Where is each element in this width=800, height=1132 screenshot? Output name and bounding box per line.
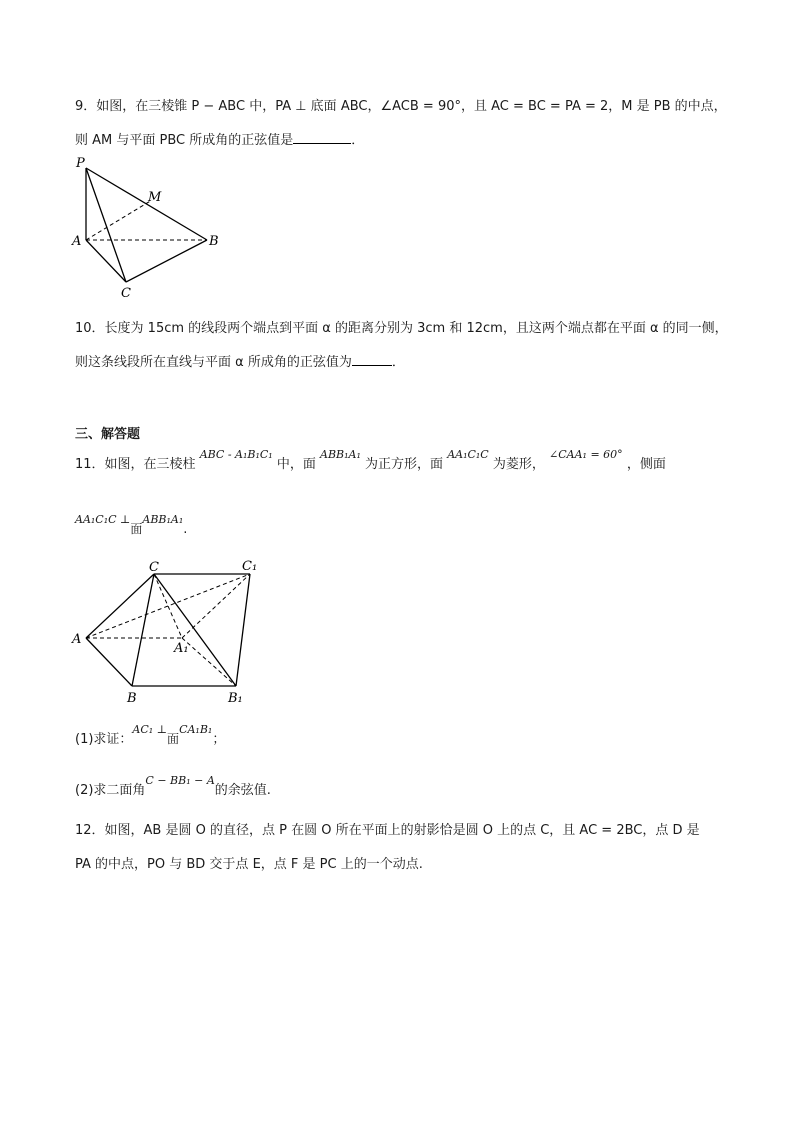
q9-line2 [75, 132, 364, 150]
q11-label-A: A [72, 632, 82, 647]
q11-label-B: B [127, 691, 137, 706]
q11-intro-c: 为正方形，面 [365, 457, 444, 472]
q11-line2-face2: ABB₁A₁ [142, 513, 184, 526]
q9-label-B: B [209, 234, 219, 249]
q10-line2-end: ． [391, 355, 405, 370]
q11-line2-end: . [183, 522, 188, 537]
q9-label-C: C [121, 286, 131, 301]
q10-line2 [75, 354, 405, 372]
q9-label-P: P [76, 156, 85, 171]
q11-part1-expr2: CA₁B₁ [179, 723, 213, 736]
q11-part1-end: ； [212, 732, 226, 747]
q11-part2-end: 的余弦值. [214, 783, 271, 798]
q10-line1: 10．长度为 15cm 的线段两个端点到平面 α 的距离分别为 3cm 和 12cm，且这两个端点都在平面 α 的同一侧， [75, 321, 728, 336]
q11-part1-expr: AC₁ ⊥ [132, 723, 168, 736]
section-title: 三、解答题 [75, 427, 141, 442]
q12-line2: PA 的中点，PO 与 BD 交于点 E，点 F 是 PC 上的一个动点. [75, 857, 423, 872]
q11-part2-prefix: (2)求二面角 [75, 783, 146, 798]
q11-line2-face: AA₁C₁C ⊥ [75, 513, 131, 526]
q11-label-B1: B₁ [228, 691, 243, 706]
q11-intro-a: 11．如图，在三棱柱 [75, 457, 196, 472]
q11-part1 [75, 723, 226, 749]
q11-face2: AA₁C₁C [447, 448, 489, 461]
q11-label-A1: A₁ [174, 641, 189, 656]
q11-intro-d: 为菱形， [492, 457, 545, 472]
q9-line2-text: 则 AM 与平面 PBC 所成角的正弦值是 [75, 133, 294, 148]
q11-part1-mid: 面 [167, 732, 180, 746]
q11-part2-expr: C − BB₁ − A [145, 774, 215, 787]
q11-intro-b: 中，面 [276, 457, 316, 472]
q11-label-C: C [149, 560, 159, 575]
q9-line1: 9．如图，在三棱锥 P − ABC 中，PA ⊥ 底面 ABC，∠ACB = 90°，且 AC = BC = PA = 2，M 是 PB 的中点， [75, 99, 727, 114]
q11-angle: ∠CAA₁ = 60° [549, 448, 623, 461]
q11-intro-e: ，侧面 [626, 457, 666, 472]
q9-label-A: A [72, 234, 82, 249]
q10-answer-blank [352, 365, 392, 366]
q10-line2-text: 则这条线段所在直线与平面 α 所成角的正弦值为 [75, 355, 352, 370]
q11-face1: ABB₁A₁ [320, 448, 361, 461]
q11-line1 [75, 448, 666, 474]
q9-label-M: M [148, 190, 162, 205]
q11-prism-name: ABC - A₁B₁C₁ [199, 448, 273, 461]
q9-pyramid-figure [70, 155, 250, 305]
q11-label-C1: C₁ [242, 559, 258, 574]
q11-part2 [75, 774, 271, 800]
q9-line2-end: ． [351, 133, 365, 148]
q9-answer-blank [293, 143, 351, 144]
q11-line2 [75, 510, 188, 537]
q12-line1: 12．如图，AB 是圆 O 的直径，点 P 在圆 O 所在平面上的射影恰是圆 O 上的点 C，且 AC = 2BC，点 D 是 [75, 823, 700, 838]
q11-part1-prefix: (1)求证： [75, 732, 133, 747]
q11-line2-mid: 面 [130, 522, 143, 536]
q11-prism-figure [70, 556, 280, 706]
